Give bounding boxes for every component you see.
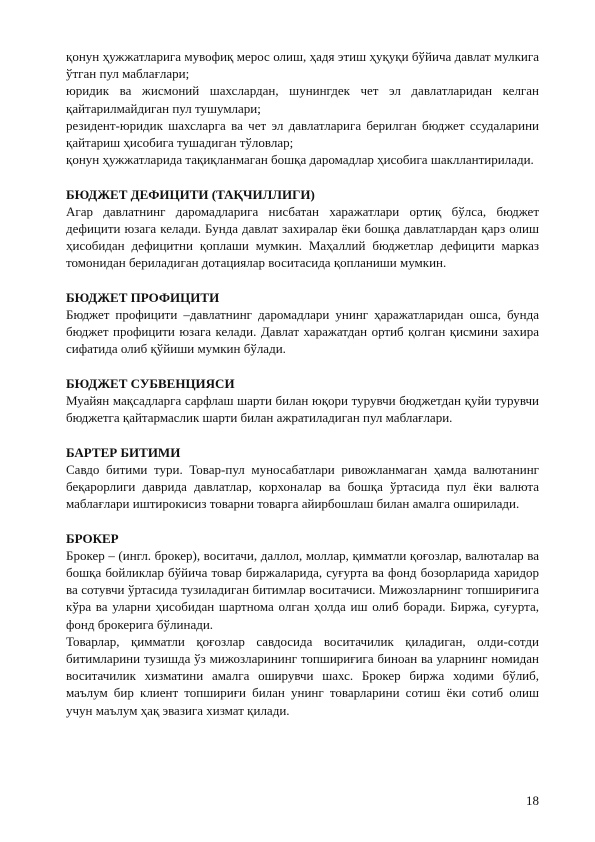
- section-heading: БАРТЕР БИТИМИ: [66, 444, 181, 460]
- section-paragraph: Брокер – (ингл. брокер), воситачи, даллол, моллар, қимматли қоғозлар, валюталар ва бошқа бойликлар бўйича товар биржаларида, суғурта ва фонд бозорларида харидор ва сотувчи ўртасида тузиладиган битимлар воситачиси. Мижозларнинг топшириғига кўра ва уларни ҳисобидан шартнома олган ҳолда иш олиб боради. Биржа, суғурта, фонд брокерига бўлинади.: [66, 547, 539, 632]
- document-page: [66, 48, 539, 719]
- spacer: [66, 168, 539, 185]
- section-paragraph: Муайян мақсадларга сарфлаш шарти билан юқори турувчи бюджетдан қуйи турувчи бюджетга қайтармаслик шарти билан ажратиладиган пул маблағлари.: [66, 393, 539, 426]
- section-heading: БЮДЖЕТ СУБВЕНЦИЯСИ: [66, 375, 235, 391]
- spacer: [66, 426, 539, 443]
- section-heading: БЮДЖЕТ ПРОФИЦИТИ: [66, 289, 220, 305]
- intro-item: юридик ва жисмоний шахслардан, шунингдек чет эл давлатларидан келган қайтарилмайдиган пул тушумлари;: [66, 83, 539, 116]
- intro-item: резидент-юридик шахсларга ва чет эл давлатларига берилган бюджет ссудаларини қайтариш ҳисобига тушадиган тўловлар;: [66, 117, 539, 151]
- intro-item: қонун ҳужжатларида тақиқланмаган бошқа даромадлар ҳисобига шакллантирилади.: [66, 152, 534, 168]
- section-heading: БЮДЖЕТ ДЕФИЦИТИ (ТАҚЧИЛЛИГИ): [66, 186, 315, 202]
- spacer: [66, 358, 539, 375]
- spacer: [66, 272, 539, 289]
- section-paragraph: Савдо битими тури. Товар-пул муносабатлари ривожланмаган ҳамда валютанинг беқарорлиги даврида давлатлар, корхоналар ва бошқа ўртасида пул ёки валюта маблағлари иштирокисиз товарни товарга айирбошлаш билан амалга оширилади.: [66, 461, 539, 512]
- section-paragraph: Агар давлатнинг даромадларига нисбатан харажатлари ортиқ бўлса, бюджет дефицити юзага келади. Бунда давлат захиралар ёки бошқа давлатлардан қарз олиш ҳисобидан дефицитни қоплаши мумкин. Маҳаллий бюджетлар дефицити марказ томонидан бериладиган дотациялар воситасида қопланиши мумкин.: [66, 203, 539, 271]
- page-number: 18: [526, 793, 539, 808]
- intro-item: қонун ҳужжатларига мувофиқ мерос олиш, ҳадя этиш ҳуқуқи бўйича давлат мулкига ўтган пул маблағлари;: [66, 49, 539, 82]
- spacer: [66, 512, 539, 529]
- section-paragraph: Товарлар, қимматли қоғозлар савдосида воситачилик қиладиган, олди-сотди битимларини тузишда ўз мижозларининг топшириғига биноан ва уларнинг номидан воситачилик хизматини амалга оширувчи шахс. Брокер биржа ходими бўлиб, маълум бир клиент топшириғи билан унинг товарларини сотиш ёки сотиб олиш учун маълум ҳақ эвазига хизмат қилади.: [66, 633, 539, 718]
- section-paragraph: Бюджет профицити –давлатнинг даромадлари унинг ҳаражатларидан ошса, бунда бюджет профицити юзага келади. Давлат харажатдан ортиб қолган қисмини захира сифатида олиб қўйиши мумкин бўлади.: [66, 307, 539, 357]
- section-heading: БРОКЕР: [66, 530, 119, 546]
